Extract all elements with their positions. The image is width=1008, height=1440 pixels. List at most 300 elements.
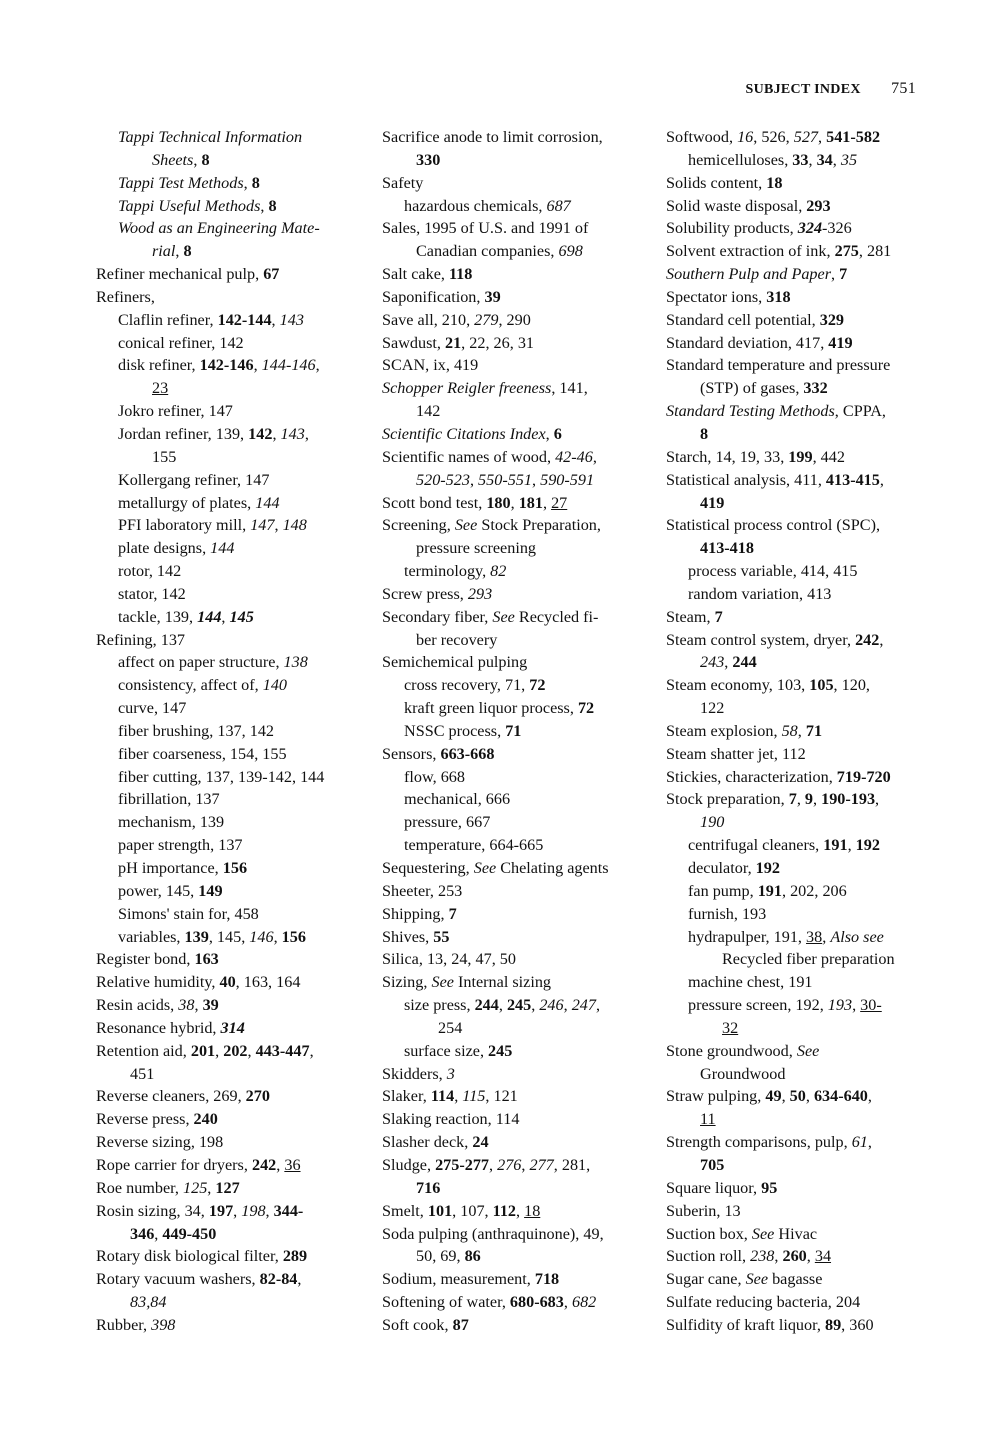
index-subentry: [666, 583, 936, 606]
entry-text: 680-683: [509, 1293, 564, 1312]
index-entry: [666, 309, 936, 332]
entry-text: 719-720: [836, 767, 891, 786]
entry-text: 7: [714, 607, 723, 626]
entry-text: , 526,: [753, 128, 794, 146]
entry-text: , 202, 206: [781, 881, 847, 900]
entry-text: ,: [875, 790, 880, 809]
index-entry: [382, 1200, 652, 1223]
entry-text: Screw press,: [382, 584, 468, 603]
index-entry-continuation: [382, 240, 652, 263]
entry-text: Standard Testing Methods: [666, 402, 835, 421]
entry-text: 682: [571, 1293, 597, 1312]
index-entry-continuation: [666, 423, 936, 446]
entry-text: Scientific names of wood,: [382, 447, 556, 466]
index-entry: [666, 1291, 936, 1314]
entry-text: 180: [486, 493, 511, 512]
entry-text: See: [454, 516, 478, 535]
entry-text: Sizing,: [382, 973, 432, 992]
index-subentry: [96, 834, 366, 857]
entry-text: ,: [797, 721, 806, 740]
entry-text: 112: [492, 1201, 517, 1220]
entry-text: Shipping,: [382, 904, 449, 923]
entry-text: 146: [249, 927, 274, 946]
entry-text: 275-277: [435, 1155, 490, 1174]
entry-text: ,: [808, 150, 817, 169]
entry-text: Wood as an Engineering Mate-: [118, 219, 320, 238]
index-entry: [382, 903, 652, 926]
entry-text: See: [492, 607, 515, 626]
entry-text: 193: [827, 996, 853, 1015]
entry-text: ,: [531, 996, 540, 1015]
entry-text: , 107,: [452, 1201, 493, 1220]
index-entry: [666, 1085, 936, 1108]
entry-text: ,: [563, 1293, 572, 1312]
entry-text: Screening,: [382, 516, 455, 535]
entry-text: mechanism, 139: [118, 813, 225, 832]
entry-text: See: [745, 1270, 769, 1289]
index-entry-continuation: [382, 537, 652, 560]
entry-text: 142: [248, 424, 273, 443]
entry-text: Solvent extraction of ink,: [666, 242, 835, 261]
index-subentry: [96, 857, 366, 880]
index-subentry: [666, 926, 936, 949]
entry-text: Saponification,: [382, 287, 485, 306]
entry-text: Kollergang refiner, 147: [118, 470, 270, 489]
entry-text: ,: [315, 356, 320, 375]
entry-text: ,: [207, 1178, 216, 1197]
entry-text: SCAN, ix, 419: [382, 356, 479, 375]
entry-text: 8: [251, 173, 260, 192]
index-subentry: [96, 583, 366, 606]
index-subentry: [96, 469, 366, 492]
entry-text: Sulfate reducing bacteria, 204: [666, 1293, 861, 1312]
index-entry-continuation: [96, 149, 366, 172]
entry-text: 199: [788, 447, 813, 466]
index-entry: [382, 423, 652, 446]
entry-text: 270: [245, 1087, 270, 1106]
entry-text: Spectator ions,: [666, 287, 767, 306]
index-subentry: [96, 309, 366, 332]
entry-text: 242: [855, 630, 880, 649]
entry-text: 520-523: [416, 470, 470, 489]
index-entry: [666, 240, 936, 263]
entry-text: 9: [804, 790, 813, 809]
entry-text: pressure screening: [416, 539, 537, 558]
index-entry: [96, 263, 366, 286]
entry-text: ,: [592, 447, 597, 466]
index-subentry: [382, 674, 652, 697]
entry-text: 329: [819, 310, 845, 329]
entry-text: Standard temperature and pressure: [666, 356, 891, 375]
entry-text: ,: [273, 927, 282, 946]
index-entry: [382, 1223, 652, 1246]
index-entry: [666, 217, 936, 240]
index-entry: [666, 743, 936, 766]
entry-text: Skidders,: [382, 1064, 447, 1083]
entry-text: 634-640: [813, 1087, 868, 1106]
index-subentry: [96, 651, 366, 674]
entry-text: ,: [831, 265, 840, 284]
index-entry: [96, 1085, 366, 1108]
entry-text: ,: [297, 1270, 302, 1289]
index-entry-continuation: [666, 377, 936, 400]
entry-text: 11: [700, 1110, 716, 1129]
index-subentry: [96, 537, 366, 560]
entry-text: ,: [304, 424, 309, 443]
entry-text: deculator,: [688, 859, 756, 877]
entry-text: Sacrifice anode to limit corrosion,: [382, 128, 603, 146]
entry-text: Slaking reaction, 114: [382, 1110, 520, 1129]
entry-text: Salt cake,: [382, 265, 449, 284]
entry-text: Groundwood: [700, 1064, 786, 1083]
entry-text: paper strength, 137: [118, 836, 243, 855]
entry-text: 138: [283, 653, 308, 672]
entry-text: Canadian companies,: [416, 242, 559, 261]
entry-text: 38: [806, 927, 823, 946]
entry-text: kraft green liquor process,: [404, 699, 578, 718]
entry-text: Suction roll,: [666, 1247, 751, 1266]
index-subentry: [96, 766, 366, 789]
index-entry: [382, 492, 652, 515]
entry-text: ,: [563, 996, 572, 1015]
entry-text: ,: [510, 493, 519, 512]
index-subentry: [96, 880, 366, 903]
index-subentry: [382, 811, 652, 834]
index-entry: [96, 1200, 366, 1223]
index-entry: [96, 1177, 366, 1200]
index-subentry: [666, 994, 936, 1017]
entry-text: flow, 668: [404, 767, 465, 786]
entry-text: rotor, 142: [118, 562, 182, 581]
entry-text: 148: [282, 516, 307, 535]
entry-text: 50, 69,: [416, 1247, 465, 1266]
index-entry: [382, 926, 652, 949]
index-subentry: [96, 697, 366, 720]
entry-text: 202: [223, 1041, 248, 1060]
entry-text: 243: [700, 653, 725, 672]
entry-text: disk refiner,: [118, 356, 200, 375]
index-entry-continuation: [96, 1291, 366, 1314]
index-column-2: [382, 126, 652, 1337]
index-entry: [96, 1245, 366, 1268]
header-title: SUBJECT INDEX: [745, 82, 861, 97]
entry-text: 55: [433, 927, 450, 946]
entry-text: ,: [272, 424, 281, 443]
entry-text: 716: [416, 1178, 441, 1197]
entry-text: 82-84: [259, 1270, 298, 1289]
entry-text: See: [473, 859, 497, 877]
index-entry: [96, 629, 366, 652]
entry-text: ,: [532, 470, 541, 489]
entry-text: 144: [197, 607, 222, 626]
entry-text: 8: [183, 242, 192, 261]
entry-text: ,: [847, 836, 856, 855]
entry-text: pressure screen, 192,: [688, 996, 828, 1015]
index-subentry: [96, 743, 366, 766]
index-entry: [666, 286, 936, 309]
index-entry: [96, 1040, 366, 1063]
entry-text: 142: [416, 402, 441, 421]
entry-text: tackle, 139,: [118, 607, 198, 626]
index-entry: [666, 629, 936, 652]
entry-text: 293: [806, 196, 831, 215]
entry-text: 142-146: [199, 356, 254, 375]
entry-text: cross recovery, 71,: [404, 676, 530, 695]
entry-text: , 281: [858, 242, 892, 261]
index-entry-continuation: [96, 1063, 366, 1086]
entry-text: 413-415: [825, 470, 880, 489]
entry-text: Standard deviation, 417,: [666, 333, 829, 352]
index-entry-continuation: [382, 1177, 652, 1200]
index-entry: [382, 1268, 652, 1291]
index-entry: [96, 1154, 366, 1177]
entry-text: Stock Preparation,: [477, 516, 601, 535]
entry-text: ,: [813, 790, 822, 809]
index-entry-continuation: [666, 811, 936, 834]
entry-text: Relative humidity,: [96, 973, 220, 992]
entry-text: Slasher deck,: [382, 1133, 473, 1152]
entry-text: Resonance hybrid,: [96, 1018, 221, 1037]
entry-text: 58: [781, 721, 798, 740]
index-entry: [666, 1177, 936, 1200]
entry-text: 246: [539, 996, 564, 1015]
entry-text: 143: [280, 424, 305, 443]
index-subentry: [96, 423, 366, 446]
index-subentry: [666, 857, 936, 880]
index-entry: [666, 1040, 936, 1063]
entry-text: Steam economy, 103,: [666, 676, 810, 695]
entry-text: 541-582: [826, 128, 881, 146]
entry-text: 443-447: [255, 1041, 310, 1060]
entry-text: 451: [130, 1064, 155, 1083]
index-entry: [382, 1154, 652, 1177]
index-subentry: [96, 126, 366, 149]
entry-text: ,: [215, 1041, 224, 1060]
index-entry-continuation: [666, 651, 936, 674]
entry-text: ,: [879, 470, 884, 489]
index-entry: [382, 309, 652, 332]
entry-text: 192: [855, 836, 880, 855]
entry-text: 190: [700, 813, 725, 832]
index-column-3: [666, 126, 936, 1337]
entry-text: Claflin refiner,: [118, 310, 218, 329]
entry-text: ,: [260, 196, 269, 215]
index-entry: [666, 1131, 936, 1154]
index-entry: [96, 286, 366, 309]
entry-text: 242: [251, 1155, 277, 1174]
entry-text: 33: [792, 150, 809, 169]
entry-text: 332: [803, 379, 828, 398]
index-entry: [382, 1063, 652, 1086]
index-entry: [666, 514, 936, 537]
entry-text: 36: [284, 1155, 301, 1174]
entry-text: 275: [834, 242, 859, 261]
entry-text: ,: [175, 242, 184, 261]
entry-text: 260: [782, 1247, 807, 1266]
entry-text: 18: [766, 173, 783, 192]
entry-text: 139: [184, 927, 209, 946]
entry-text: 125: [183, 1178, 208, 1197]
entry-text: 155: [152, 447, 177, 466]
index-entry: [382, 651, 652, 674]
entry-text: Southern Pulp and Paper: [666, 265, 832, 284]
index-entry: [96, 948, 366, 971]
entry-text: 115: [462, 1087, 486, 1106]
entry-text: 95: [761, 1178, 778, 1197]
index-subentry: [666, 971, 936, 994]
entry-text: machine chest, 191: [688, 973, 813, 992]
entry-text: bagasse: [768, 1270, 823, 1289]
entry-text: 7: [839, 265, 848, 284]
entry-text: 38: [178, 996, 195, 1015]
entry-text: Semichemical pulping: [382, 653, 528, 672]
index-subentry: [96, 788, 366, 811]
entry-text: Statistical analysis, 411,: [666, 470, 826, 489]
entry-text: ,: [489, 1155, 498, 1174]
entry-text: Steam explosion,: [666, 721, 782, 740]
index-entry-continuation: [382, 469, 652, 492]
index-entry: [382, 971, 652, 994]
entry-text: Resin acids,: [96, 996, 179, 1015]
index-entry-continuation: [666, 1017, 936, 1040]
index-entry: [382, 446, 652, 469]
entry-text: 3: [446, 1064, 455, 1083]
index-column-1: [96, 126, 366, 1337]
entry-text: 550-551: [478, 470, 532, 489]
entry-text: conical refiner, 142: [118, 333, 244, 352]
entry-text: Jokro refiner, 147: [118, 402, 233, 421]
entry-text: 6: [553, 424, 562, 443]
index-entry: [382, 857, 652, 880]
index-entry: [382, 377, 652, 400]
entry-text: 35: [840, 150, 858, 169]
index-entry-continuation: [96, 446, 366, 469]
entry-text: ,: [274, 516, 283, 535]
entry-text: , 145,: [208, 927, 250, 946]
entry-text: Sensors,: [382, 744, 441, 763]
entry-text: Sodium, measurement,: [382, 1270, 535, 1289]
entry-text: 34: [816, 150, 833, 169]
index-subentry: [96, 217, 366, 240]
entry-text: Safety: [382, 173, 424, 192]
entry-text: 147: [250, 516, 275, 535]
entry-text: 82: [490, 562, 507, 581]
entry-text: Internal sizing: [453, 973, 552, 992]
entry-text: 72: [529, 676, 546, 695]
index-entry: [96, 994, 366, 1017]
index-subentry: [96, 400, 366, 423]
entry-text: Solids content,: [666, 173, 767, 192]
entry-text: ,: [545, 424, 554, 443]
index-entry: [96, 971, 366, 994]
entry-text: Simons' stain for, 458: [118, 904, 259, 923]
entry-text: furnish, 193: [688, 904, 767, 923]
index-entry: [96, 1314, 366, 1337]
index-entry: [666, 766, 936, 789]
entry-text: Steam control system, dryer,: [666, 630, 856, 649]
entry-text: 24: [472, 1133, 489, 1152]
entry-text: Statistical process control (SPC),: [666, 516, 881, 535]
entry-text: 101: [427, 1201, 453, 1220]
entry-text: 42-46: [555, 447, 593, 466]
entry-text: ,: [454, 1087, 463, 1106]
index-subentry: [666, 880, 936, 903]
entry-text: Tappi Technical Information: [118, 128, 303, 146]
entry-text: ,: [867, 1133, 872, 1152]
entry-text: ,: [221, 607, 230, 626]
entry-text: 145: [229, 607, 254, 626]
entry-text: fiber cutting, 137, 139-142, 144: [118, 767, 325, 786]
entry-text: Reverse cleaners, 269,: [96, 1087, 246, 1106]
entry-text: Stock preparation,: [666, 790, 789, 809]
entry-text: 142-144: [217, 310, 272, 329]
entry-text: Rotary disk biological filter,: [96, 1247, 283, 1266]
entry-text: 247: [571, 996, 596, 1015]
index-entry-continuation: [382, 149, 652, 172]
entry-text: stator, 142: [118, 584, 186, 603]
entry-text: 238: [750, 1247, 775, 1266]
entry-text: 156: [281, 927, 306, 946]
entry-text: ,: [271, 310, 280, 329]
entry-text: Rotary vacuum washers,: [96, 1270, 260, 1289]
index-subentry: [382, 720, 652, 743]
index-entry: [382, 880, 652, 903]
index-subentry: [382, 195, 652, 218]
entry-text: process variable, 414, 415: [688, 562, 858, 581]
entry-text: Sheets: [152, 150, 194, 169]
entry-text: 181: [518, 493, 543, 512]
index-subentry: [96, 514, 366, 537]
entry-text: 156: [222, 859, 248, 877]
entry-text: Rope carrier for dryers,: [96, 1155, 252, 1174]
entry-text: Sales, 1995 of U.S. and 1991 of: [382, 219, 589, 238]
entry-text: 27: [551, 493, 568, 512]
entry-text: 34: [814, 1247, 832, 1266]
entry-text: Scientific Citations Index: [382, 424, 546, 443]
entry-text: pH importance,: [118, 859, 223, 877]
entry-text: 419: [700, 493, 725, 512]
index-entry: [666, 172, 936, 195]
index-entry-continuation: [666, 537, 936, 560]
index-subentry: [96, 606, 366, 629]
index-subentry: [96, 354, 366, 377]
index-subentry: [96, 903, 366, 926]
entry-text: Stone groundwood,: [666, 1041, 797, 1060]
entry-text: 330: [416, 150, 441, 169]
entry-text: See: [431, 973, 454, 992]
entry-text: Reverse sizing, 198: [96, 1133, 224, 1152]
entry-text: ber recovery: [416, 630, 498, 649]
entry-text: 143: [279, 310, 304, 329]
entry-text: 8: [700, 424, 709, 443]
entry-text: Shives,: [382, 927, 434, 946]
entry-text: 318: [766, 287, 791, 306]
index-subentry: [382, 697, 652, 720]
entry-text: , 442: [812, 447, 845, 466]
index-entry-continuation: [96, 1223, 366, 1246]
entry-text: plate designs,: [118, 539, 211, 558]
entry-text: variables,: [118, 927, 185, 946]
entry-text: 16: [737, 128, 754, 146]
index-entry: [666, 1245, 936, 1268]
index-entry: [666, 1268, 936, 1291]
index-entry: [382, 217, 652, 240]
entry-text: 201: [190, 1041, 216, 1060]
entry-text: 277: [529, 1155, 554, 1174]
index-entry: [382, 1085, 652, 1108]
entry-text: ,: [265, 1201, 274, 1220]
entry-text: ,: [805, 1087, 814, 1106]
